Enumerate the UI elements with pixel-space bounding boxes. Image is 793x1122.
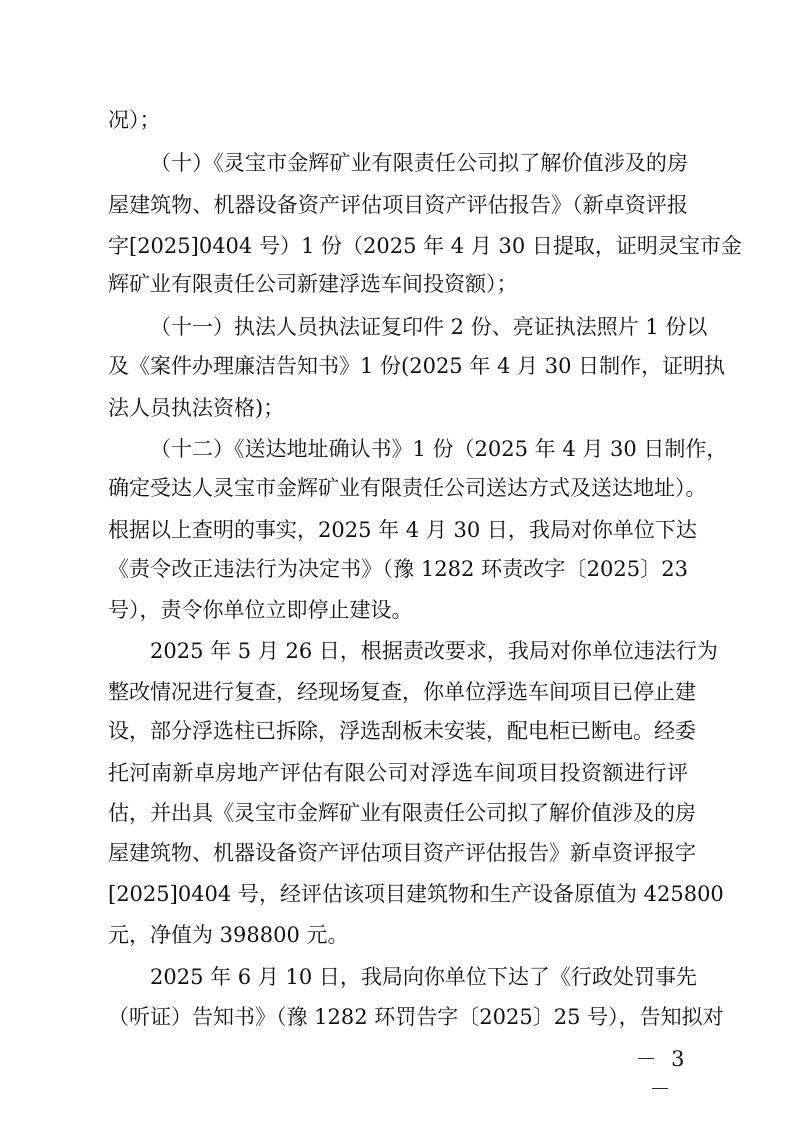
text-line: 2025 年 6 月 10 日，我局向你单位下达了《行政处罚事先 <box>150 965 697 989</box>
text-line: 《责令改正违法行为决定书》（豫 1282 环责改字〔2025〕23 <box>108 557 688 581</box>
page-number: － 3 － <box>635 1047 689 1101</box>
text-line: 屋建筑物、机器设备资产评估项目资产评估报告》（新卓资评报 <box>108 193 688 217</box>
text-line: 号），责令你单位立即停止建设。 <box>108 598 413 622</box>
text-line: 整改情况进行复查，经现场复查，你单位浮选车间项目已停止建 <box>108 680 696 704</box>
text-line: 屋建筑物、机器设备资产评估项目资产评估报告》新卓资评报字 <box>108 841 696 865</box>
text-line: 确定受达人灵宝市金辉矿业有限责任公司送达方式及送达地址）。 <box>108 476 707 500</box>
text-line: （十一）执法人员执法证复印件 2 份、亮证执法照片 1 份以 <box>150 315 708 339</box>
text-line: （十二）《送达地址确认书》1 份（2025 年 4 月 30 日制作， <box>150 437 728 461</box>
text-line: 况）； <box>108 108 161 132</box>
text-line: 估，并出具《灵宝市金辉矿业有限责任公司拟了解价值涉及的房 <box>108 801 696 825</box>
text-line: 2025 年 5 月 26 日，根据责改要求，我局对你单位违法行为 <box>150 639 718 663</box>
text-line: 字[2025]0404 号）1 份（2025 年 4 月 30 日提取，证明灵宝市金 <box>108 234 742 258</box>
text-line: 及《案件办理廉洁告知书》1 份(2025 年 4 月 30 日制作，证明执 <box>108 354 726 378</box>
text-line: [2025]0404 号，经评估该项目建筑物和生产设备原值为 425800 <box>108 882 724 906</box>
text-line: 辉矿业有限责任公司新建浮选车间投资额）； <box>108 272 518 296</box>
text-line: 设，部分浮选柱已拆除，浮选刮板未安装，配电柜已断电。经委 <box>108 719 696 743</box>
text-line: 托河南新卓房地产评估有限公司对浮选车间项目投资额进行评 <box>108 761 688 785</box>
text-line: （听证）告知书》（豫 1282 环罚告字〔2025〕25 号），告知拟对 <box>108 1005 724 1029</box>
text-line: （十）《灵宝市金辉矿业有限责任公司拟了解价值涉及的房 <box>150 151 688 175</box>
text-line: 法人员执法资格)； <box>108 396 285 420</box>
text-line: 根据以上查明的事实，2025 年 4 月 30 日，我局对你单位下达 <box>108 518 697 542</box>
text-line: 元，净值为 398800 元。 <box>108 923 349 947</box>
